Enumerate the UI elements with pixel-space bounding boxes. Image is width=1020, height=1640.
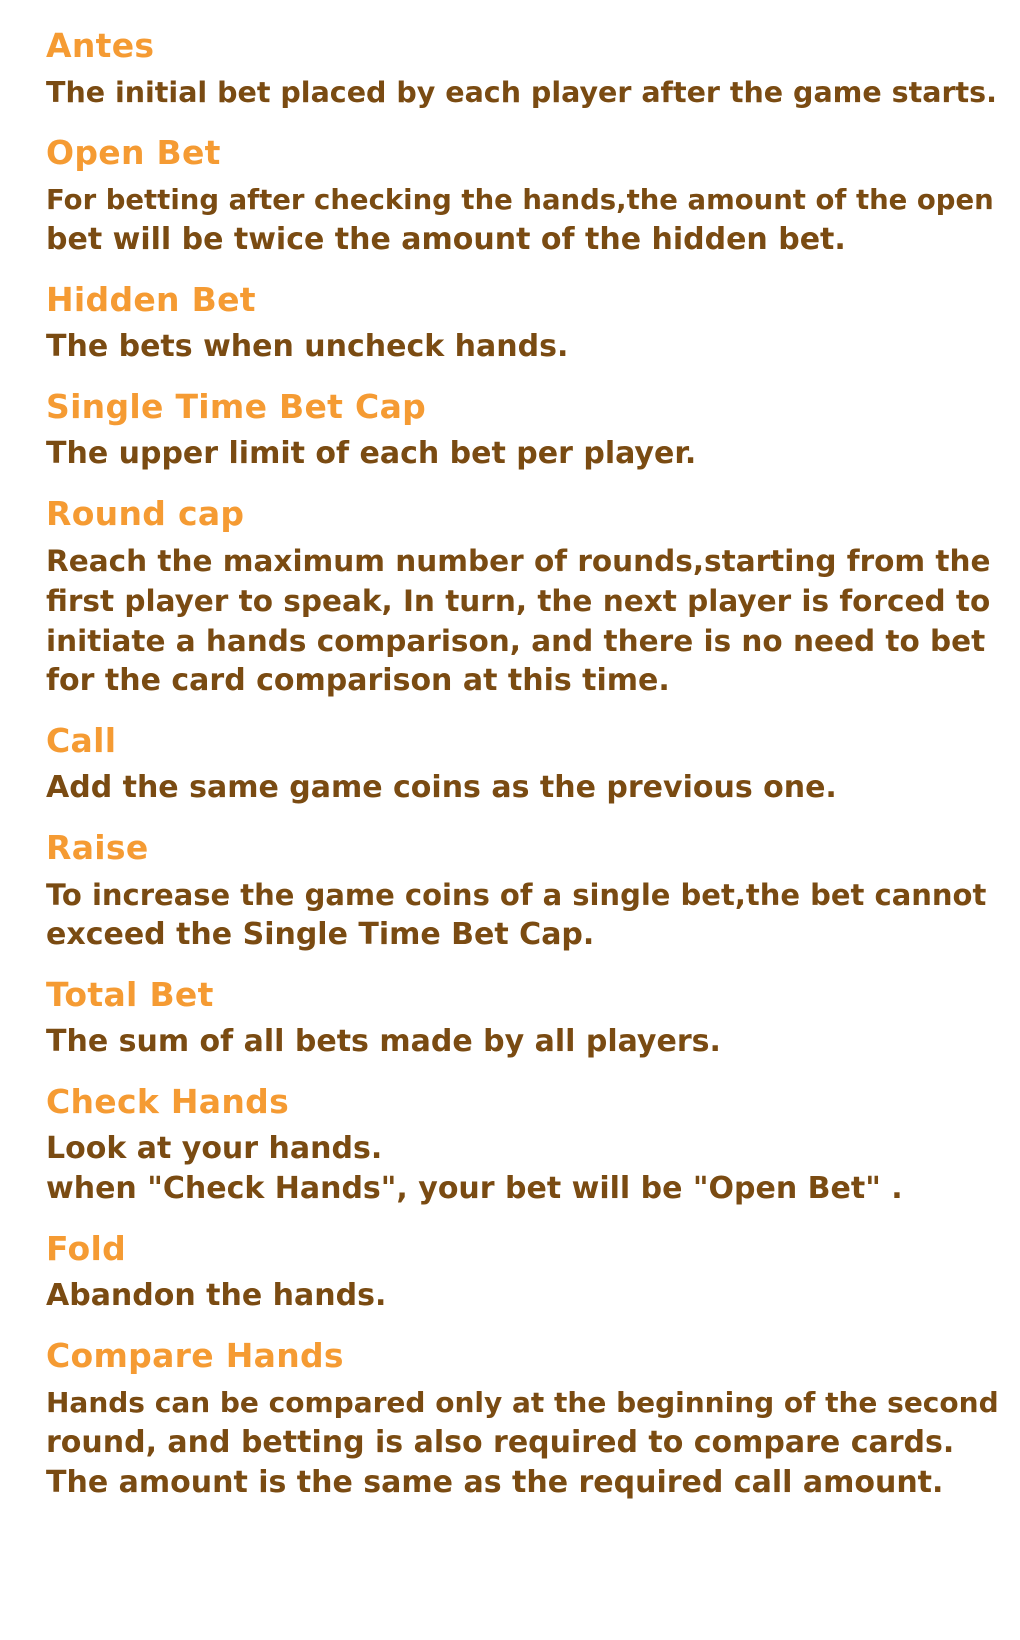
- description-line: initiate a hands comparison, and there is no need to bet: [46, 624, 986, 658]
- description-line: The bets when uncheck hands.: [46, 329, 569, 364]
- term-antes: [46, 22, 997, 113]
- term-single-time-bet-cap: [46, 383, 980, 474]
- term-description: [46, 434, 980, 474]
- term-title: Open Bet: [46, 133, 221, 172]
- term-open-bet: [46, 129, 994, 260]
- term-title: Hidden Bet: [46, 280, 256, 319]
- term-round-cap: [46, 490, 991, 701]
- description-line: when "Check Hands", your bet will be "Open Bet" .: [46, 1171, 903, 1206]
- term-description: [46, 768, 980, 808]
- term-call: [46, 717, 980, 808]
- term-total-bet: [46, 971, 980, 1062]
- term-hidden-bet: [46, 276, 980, 367]
- description-line: first player to speak, In turn, the next player is forced to: [46, 584, 991, 618]
- term-title: Single Time Bet Cap: [46, 387, 427, 426]
- description-line: Add the same game coins as the previous one.: [46, 770, 837, 805]
- description-line: To increase the game coins of a single bet,the bet cannot: [46, 878, 987, 912]
- term-fold: [46, 1225, 980, 1316]
- term-description: [46, 1022, 980, 1062]
- term-title: Antes: [46, 26, 155, 65]
- term-compare-hands: [46, 1332, 999, 1503]
- term-title: Raise: [46, 828, 149, 867]
- description-line: The upper limit of each bet per player.: [46, 436, 697, 471]
- term-description: [46, 1276, 980, 1316]
- description-line: Reach the maximum number of rounds,starting from the: [46, 544, 991, 578]
- term-description: [46, 327, 980, 367]
- term-description: [46, 875, 987, 955]
- description-line: The initial bet placed by each player after the game starts.: [46, 76, 997, 109]
- term-raise: [46, 824, 987, 955]
- term-title: Check Hands: [46, 1082, 290, 1121]
- term-title: Round cap: [46, 494, 245, 533]
- term-description: [46, 180, 994, 260]
- description-line: exceed the Single Time Bet Cap.: [46, 917, 595, 952]
- term-title: Call: [46, 721, 117, 760]
- description-line: For betting after checking the hands,the amount of the open: [46, 184, 994, 216]
- term-title: Compare Hands: [46, 1336, 344, 1375]
- description-line: round, and betting is also required to compare cards.: [46, 1425, 955, 1460]
- description-line: bet will be twice the amount of the hidden bet.: [46, 222, 846, 257]
- term-title: Fold: [46, 1229, 127, 1268]
- term-check-hands: [46, 1078, 980, 1209]
- term-description: [46, 541, 991, 701]
- term-description: [46, 73, 997, 113]
- description-line: Look at your hands.: [46, 1131, 383, 1166]
- description-line: Hands can be compared only at the beginning of the second: [46, 1386, 999, 1419]
- description-line: Abandon the hands.: [46, 1278, 387, 1313]
- term-description: [46, 1129, 980, 1209]
- description-line: The amount is the same as the required call amount.: [46, 1465, 944, 1500]
- term-title: Total Bet: [46, 975, 214, 1014]
- description-line: The sum of all bets made by all players.: [46, 1024, 721, 1059]
- term-description: [46, 1383, 999, 1503]
- description-line: for the card comparison at this time.: [46, 663, 670, 698]
